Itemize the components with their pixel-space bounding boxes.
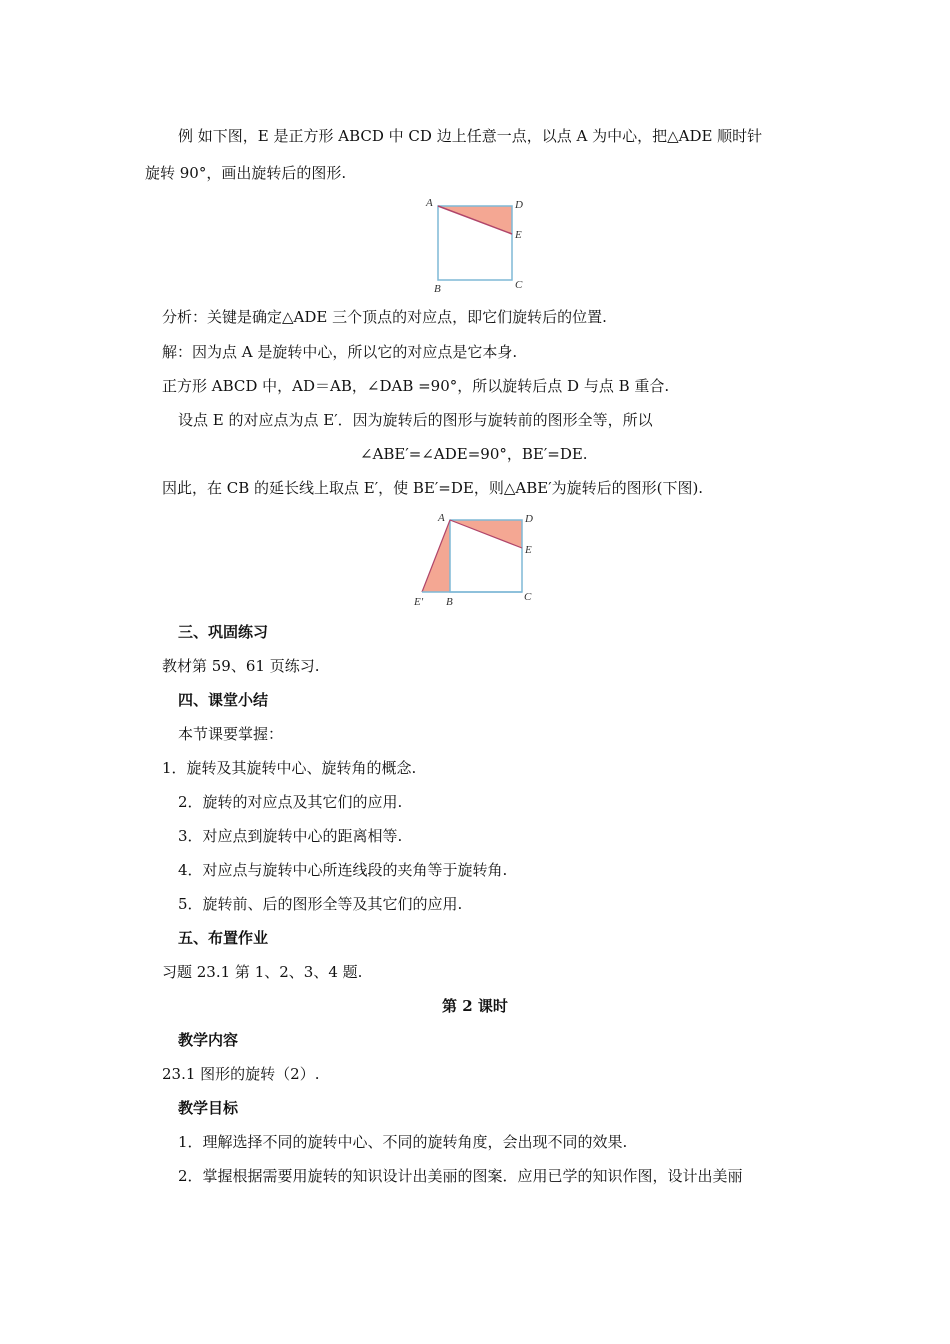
label-c: C bbox=[515, 279, 523, 291]
summary-item-3: 3．对应点到旋转中心的距离相等. bbox=[178, 827, 403, 845]
analysis-para-4: 设点 E 的对应点为点 E′．因为旋转后的图形与旋转前的图形全等，所以 bbox=[178, 411, 653, 429]
content-heading: 教学内容 bbox=[178, 1031, 239, 1049]
analysis-para-3: 正方形 ABCD 中，AD＝AB，∠DAB =90°，所以旋转后点 D 与点 B 重合. bbox=[162, 377, 670, 395]
summary-item-4: 4．对应点与旋转中心所连线段的夹角等于旋转角. bbox=[178, 861, 508, 879]
label-e-2: E bbox=[525, 544, 532, 556]
summary-item-2: 2．旋转的对应点及其它们的应用. bbox=[178, 793, 403, 811]
label-d-2: D bbox=[525, 513, 533, 525]
lesson-2-title: 第 2 课时 bbox=[442, 997, 508, 1015]
label-c-2: C bbox=[524, 591, 532, 603]
label-d: D bbox=[515, 199, 523, 211]
section-3-text: 教材第 59、61 页练习. bbox=[162, 657, 320, 675]
goal-item-2: 2．掌握根据需要用旋转的知识设计出美丽的图案．应用已学的知识作图，设计出美丽 bbox=[178, 1167, 743, 1185]
label-e-prime: E′ bbox=[414, 596, 424, 608]
summary-item-1: 1．旋转及其旋转中心、旋转角的概念. bbox=[162, 759, 417, 777]
analysis-para-2: 解：因为点 A 是旋转中心，所以它的对应点是它本身. bbox=[162, 343, 518, 361]
example-line-2: 旋转 90°，画出旋转后的图形. bbox=[145, 164, 347, 182]
section-3-heading: 三、巩固练习 bbox=[178, 623, 269, 641]
figure-rotated-abe bbox=[410, 508, 540, 608]
label-b-2: B bbox=[446, 596, 453, 608]
example-line-1: 例 如下图，E 是正方形 ABCD 中 CD 边上任意一点，以点 A 为中心，把△ADE 顺时针 bbox=[178, 127, 763, 145]
figure-square-ade bbox=[420, 194, 530, 294]
content-text: 23.1 图形的旋转（2）. bbox=[162, 1065, 320, 1083]
analysis-para-6: 因此，在 CB 的延长线上取点 E′，使 BE′=DE，则△ABE′为旋转后的图形(下图). bbox=[162, 479, 704, 497]
label-e: E bbox=[515, 229, 522, 241]
label-a: A bbox=[426, 197, 433, 209]
summary-item-5: 5．旋转前、后的图形全等及其它们的应用. bbox=[178, 895, 463, 913]
analysis-para-5: ∠ABE′=∠ADE=90°，BE′=DE. bbox=[360, 445, 588, 463]
analysis-para-1: 分析：关键是确定△ADE 三个顶点的对应点，即它们旋转后的位置. bbox=[162, 308, 607, 326]
section-5-heading: 五、布置作业 bbox=[178, 929, 269, 947]
section-4-heading: 四、课堂小结 bbox=[178, 691, 269, 709]
goals-heading: 教学目标 bbox=[178, 1099, 239, 1117]
section-4-intro: 本节课要掌握： bbox=[178, 725, 284, 743]
section-5-text: 习题 23.1 第 1、2、3、4 题. bbox=[162, 963, 363, 981]
label-a-2: A bbox=[438, 512, 445, 524]
goal-item-1: 1．理解选择不同的旋转中心、不同的旋转角度，会出现不同的效果. bbox=[178, 1133, 628, 1151]
label-b: B bbox=[434, 283, 441, 294]
